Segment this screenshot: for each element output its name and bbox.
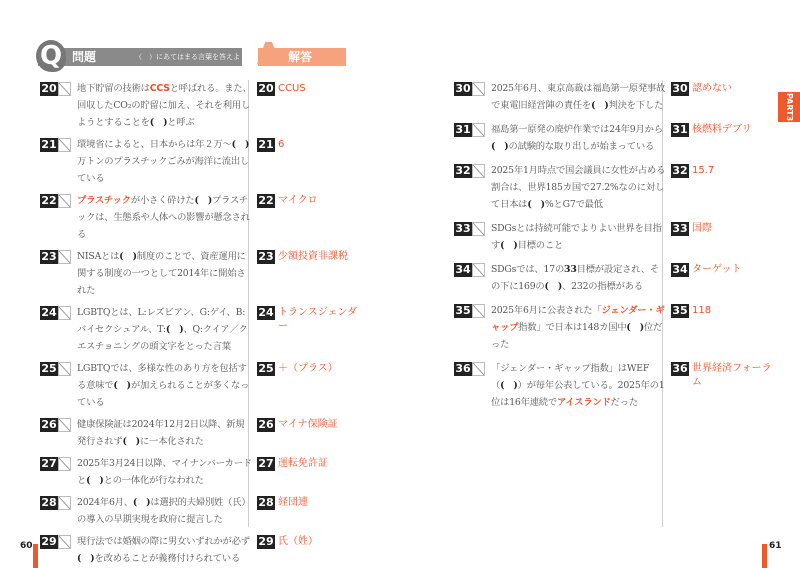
text-segment: 地下貯留の技術は xyxy=(77,83,150,94)
checkbox[interactable] xyxy=(472,164,485,178)
answer-text: 氏（姓） xyxy=(278,536,318,547)
text-segment: の試験的な取り出しが始まっている xyxy=(508,141,655,152)
question-instruction: （ ）にあてはまる言葉を答えよ xyxy=(135,53,240,61)
text-segment: 2025年1月時点で国会議員に女性が占める割合は、世界185カ国で27.2%なのに対して日本は xyxy=(491,165,666,210)
text-segment: 目標のこと xyxy=(517,240,564,251)
answer-item xyxy=(257,535,358,549)
blank: ( ) xyxy=(500,380,518,391)
blank: ( ) xyxy=(626,322,644,333)
answer-number: 31 xyxy=(672,123,688,136)
page-number-right: 61 xyxy=(769,541,782,551)
text-segment: 判決を下した xyxy=(608,100,664,111)
question-item xyxy=(40,138,257,187)
highlight-text: プラスチック xyxy=(77,195,131,206)
checkbox[interactable] xyxy=(58,194,71,208)
question-text xyxy=(491,302,667,353)
text-segment: が小さく砕けた xyxy=(130,195,195,206)
qa-row xyxy=(454,362,772,411)
answer-text: 核燃料デブリ xyxy=(692,124,752,135)
question-text xyxy=(491,121,667,155)
answer-item xyxy=(257,362,358,376)
text-segment: と呼ばれる。また、回収したCO₂の貯留に加え、それを利用しようとすることを xyxy=(77,83,252,128)
blank: ( ) xyxy=(113,380,131,391)
question-text xyxy=(77,304,253,355)
question-text xyxy=(77,248,253,299)
question-text xyxy=(491,220,667,254)
answer-number: 27 xyxy=(258,457,274,470)
question-item xyxy=(40,457,257,489)
text-segment: 2025年3月24日以降、マイナンバーカードと xyxy=(77,458,252,486)
answer-text: マイクロ xyxy=(278,195,318,206)
question-item xyxy=(454,304,671,353)
question-text xyxy=(77,533,253,567)
question-item xyxy=(454,164,671,213)
blank: ( ) xyxy=(231,139,250,150)
text-segment: ）が毎年公表している。2025年の1位は16年連続で xyxy=(491,380,665,408)
text-segment: 目標が設定され、その下に169の xyxy=(491,264,660,292)
checkbox[interactable] xyxy=(472,304,485,318)
checkbox[interactable] xyxy=(58,535,71,549)
question-item xyxy=(454,362,671,411)
text-segment: LGBTQでは、多様な性のあり方を包括する意味で xyxy=(77,363,247,391)
text-segment: SDGsとは持続可能でよりよい世界を目指す xyxy=(491,223,662,251)
blank: ( ) xyxy=(132,497,151,508)
page-marker xyxy=(762,544,767,568)
text-segment: 制度のことで、資産運用に関する制度の一つとして2014年に開始された xyxy=(77,251,246,296)
text-segment: との一体化が行なわれた xyxy=(103,475,204,486)
qa-row xyxy=(40,250,358,299)
blank: ( ) xyxy=(527,199,545,210)
answer-text: 6 xyxy=(278,139,285,150)
a-logo: A xyxy=(257,37,281,72)
question-number: 33 xyxy=(455,222,471,235)
answer-text: 国際 xyxy=(692,223,712,234)
answer-text: 118 xyxy=(692,305,712,316)
answer-item xyxy=(671,263,772,277)
question-item xyxy=(454,263,671,295)
question-number: 35 xyxy=(455,304,471,317)
question-item xyxy=(454,222,671,254)
question-number: 26 xyxy=(41,418,57,431)
text-segment: 福島第一原発の廃炉作業では24年9月から xyxy=(491,124,663,135)
answer-number: 35 xyxy=(672,304,688,317)
question-text xyxy=(77,455,253,489)
answer-item xyxy=(671,123,772,137)
question-item xyxy=(454,82,671,114)
text-segment: 環境省によると、日本からは年２万〜 xyxy=(77,139,232,150)
checkbox[interactable] xyxy=(472,362,485,376)
blank: ( ) xyxy=(591,100,609,111)
answer-number: 23 xyxy=(258,250,274,263)
highlight-text: アイスランド xyxy=(557,397,611,408)
blank: 33 xyxy=(564,264,577,275)
checkbox[interactable] xyxy=(58,457,71,471)
question-text xyxy=(77,136,253,187)
checkbox[interactable] xyxy=(472,123,485,137)
qa-row xyxy=(40,362,358,411)
question-text xyxy=(491,360,667,411)
checkbox[interactable] xyxy=(58,82,71,96)
checkbox[interactable] xyxy=(58,496,71,510)
page-number-left: 60 xyxy=(20,541,33,551)
qa-row xyxy=(40,418,358,450)
highlight-text: ジェンダー・ギャップ xyxy=(491,305,665,333)
question-number: 22 xyxy=(41,194,57,207)
answer-item xyxy=(671,164,772,178)
checkbox[interactable] xyxy=(58,418,71,432)
question-number: 34 xyxy=(455,263,471,276)
question-item xyxy=(40,535,257,567)
answer-number: 20 xyxy=(258,82,274,95)
question-number: 23 xyxy=(41,250,57,263)
question-item xyxy=(40,306,257,355)
answer-text: マイナ保険証 xyxy=(278,419,338,430)
question-number: 20 xyxy=(41,82,57,95)
question-number: 36 xyxy=(455,362,471,375)
answer-item xyxy=(671,82,772,96)
answer-text: 経団連 xyxy=(278,497,308,508)
highlight-text: CCS xyxy=(149,83,170,94)
page-marker xyxy=(33,544,38,568)
answer-item xyxy=(257,418,358,432)
text-segment: に一本化された xyxy=(140,436,204,447)
answer-number: 24 xyxy=(258,306,274,319)
qa-row xyxy=(40,306,358,355)
answer-number: 22 xyxy=(258,194,274,207)
blank: ( ) xyxy=(194,195,213,206)
qa-row xyxy=(40,535,358,567)
checkbox[interactable] xyxy=(472,82,485,96)
checkbox[interactable] xyxy=(58,138,71,152)
answer-item xyxy=(257,250,358,264)
question-text xyxy=(77,360,253,411)
question-item xyxy=(40,82,257,131)
answer-number: 33 xyxy=(672,222,688,235)
answer-number: 36 xyxy=(672,362,688,375)
right-qa-column xyxy=(454,82,772,411)
text-segment: は選択的夫婦別姓（氏）の導入の早期実現を政府に提言した xyxy=(77,497,251,525)
blank: ( ) xyxy=(122,436,140,447)
qa-row xyxy=(454,304,772,353)
question-item xyxy=(40,418,257,450)
answer-item xyxy=(257,457,358,471)
answer-number: 29 xyxy=(258,535,274,548)
answer-item xyxy=(257,194,358,208)
qa-row xyxy=(40,496,358,528)
question-text xyxy=(77,80,253,131)
text-segment: 2025年6月、東京高裁は福島第一原発事故で東電旧経営陣の責任を xyxy=(491,83,666,111)
qa-row xyxy=(454,123,772,155)
question-number: 27 xyxy=(41,457,57,470)
checkbox[interactable] xyxy=(472,222,485,236)
text-segment: を改めることが義務付けられている xyxy=(94,553,241,564)
checkbox[interactable] xyxy=(58,362,71,376)
blank: ( ) xyxy=(165,324,184,335)
qa-row xyxy=(40,82,358,131)
text-segment: 指数」で日本は148カ国中 xyxy=(518,322,627,333)
qa-row xyxy=(40,457,358,489)
answer-item xyxy=(257,138,358,152)
question-number: 29 xyxy=(41,535,57,548)
question-text xyxy=(491,261,667,295)
answer-item xyxy=(257,306,358,334)
question-text xyxy=(491,162,667,213)
question-number: 32 xyxy=(455,164,471,177)
answer-item xyxy=(671,362,772,390)
left-qa-column xyxy=(40,82,358,567)
answer-text: 少額投資非課税 xyxy=(278,251,348,262)
answer-text: ターゲット xyxy=(692,264,742,275)
text-segment: NISAとは xyxy=(77,251,120,262)
blank: ( ) xyxy=(119,251,137,262)
part-tab: PART3 xyxy=(778,92,800,122)
checkbox[interactable] xyxy=(472,263,485,277)
question-number: 21 xyxy=(41,138,57,151)
text-segment: LGBTQとは、L:レズビアン、G:ゲイ、B:バイセクシュアル、T: xyxy=(77,307,246,335)
blank: ( ) xyxy=(149,117,168,128)
answer-text: 運転免許証 xyxy=(278,458,328,469)
answer-number: 34 xyxy=(672,263,688,276)
question-number: 31 xyxy=(455,123,471,136)
answer-item xyxy=(257,82,358,96)
answer-number: 30 xyxy=(672,82,688,95)
checkbox[interactable] xyxy=(58,250,71,264)
answer-item xyxy=(671,222,772,236)
question-item xyxy=(40,250,257,299)
qa-row xyxy=(40,138,358,187)
answer-text: トランスジェンダー xyxy=(278,307,358,332)
question-item xyxy=(40,362,257,411)
text-segment: 「ジェンダー・ギャップ指数」はWEF（ xyxy=(491,363,650,391)
qa-row xyxy=(454,82,772,114)
qa-row xyxy=(40,194,358,243)
qa-row xyxy=(454,222,772,254)
text-segment: 2025年6月に公表された「 xyxy=(491,305,602,316)
question-number: 25 xyxy=(41,362,57,375)
text-segment: 2024年6月、 xyxy=(77,497,133,508)
question-number: 24 xyxy=(41,306,57,319)
text-segment: 、232の指標がある xyxy=(562,281,643,292)
question-text xyxy=(491,80,667,114)
checkbox[interactable] xyxy=(58,306,71,320)
text-segment: と呼ぶ xyxy=(167,117,195,128)
answer-item xyxy=(257,496,358,510)
answer-text: 認めない xyxy=(692,83,732,94)
answer-text: 15.7 xyxy=(692,165,715,176)
question-number: 28 xyxy=(41,496,57,509)
answer-number: 26 xyxy=(258,418,274,431)
text-segment: SDGsでは、17の xyxy=(491,264,565,275)
text-segment: だった xyxy=(610,397,638,408)
answer-number: 25 xyxy=(258,362,274,375)
answer-heading: 解答 xyxy=(288,50,313,64)
question-number: 30 xyxy=(455,82,471,95)
answer-text: 世界経済フォーラム xyxy=(692,363,772,388)
answer-number: 28 xyxy=(258,496,274,509)
text-segment: 、Q:クイア／クエスチョニングの頭文字をとった言葉 xyxy=(77,324,248,352)
answer-item xyxy=(671,304,772,318)
text-segment: 現行法では婚姻の際に男女いずれかが必ず xyxy=(77,536,250,547)
question-item xyxy=(454,123,671,155)
text-segment: プラスチックは、生態系や人体への影響が懸念される xyxy=(77,195,250,240)
answer-number: 21 xyxy=(258,138,274,151)
blank: ( ) xyxy=(544,281,563,292)
answer-text: ＋（プラス） xyxy=(278,363,338,374)
answer-text: CCUS xyxy=(278,83,306,94)
blank: ( ) xyxy=(86,475,104,486)
qa-row xyxy=(454,263,772,295)
qa-row xyxy=(454,164,772,213)
question-text xyxy=(77,494,253,528)
answer-number: 32 xyxy=(672,164,688,177)
question-item xyxy=(40,194,257,243)
question-heading: 問題 xyxy=(72,50,97,64)
text-segment: 健康保険証は2024年12月2日以降、新規発行されず xyxy=(77,419,245,447)
question-item xyxy=(40,496,257,528)
text-segment: 万トンのプラスチックごみが海洋に流出している xyxy=(77,156,250,184)
blank: ( ) xyxy=(491,141,509,152)
text-segment: %とG7で最低 xyxy=(544,199,603,210)
question-text xyxy=(77,192,253,243)
text-segment: 位だった xyxy=(491,322,663,350)
blank: ( ) xyxy=(500,240,518,251)
blank: ( ) xyxy=(77,553,95,564)
q-logo: Q xyxy=(36,40,66,72)
text-segment: が加えられることが多くなっている xyxy=(77,380,250,408)
question-text xyxy=(77,416,253,450)
